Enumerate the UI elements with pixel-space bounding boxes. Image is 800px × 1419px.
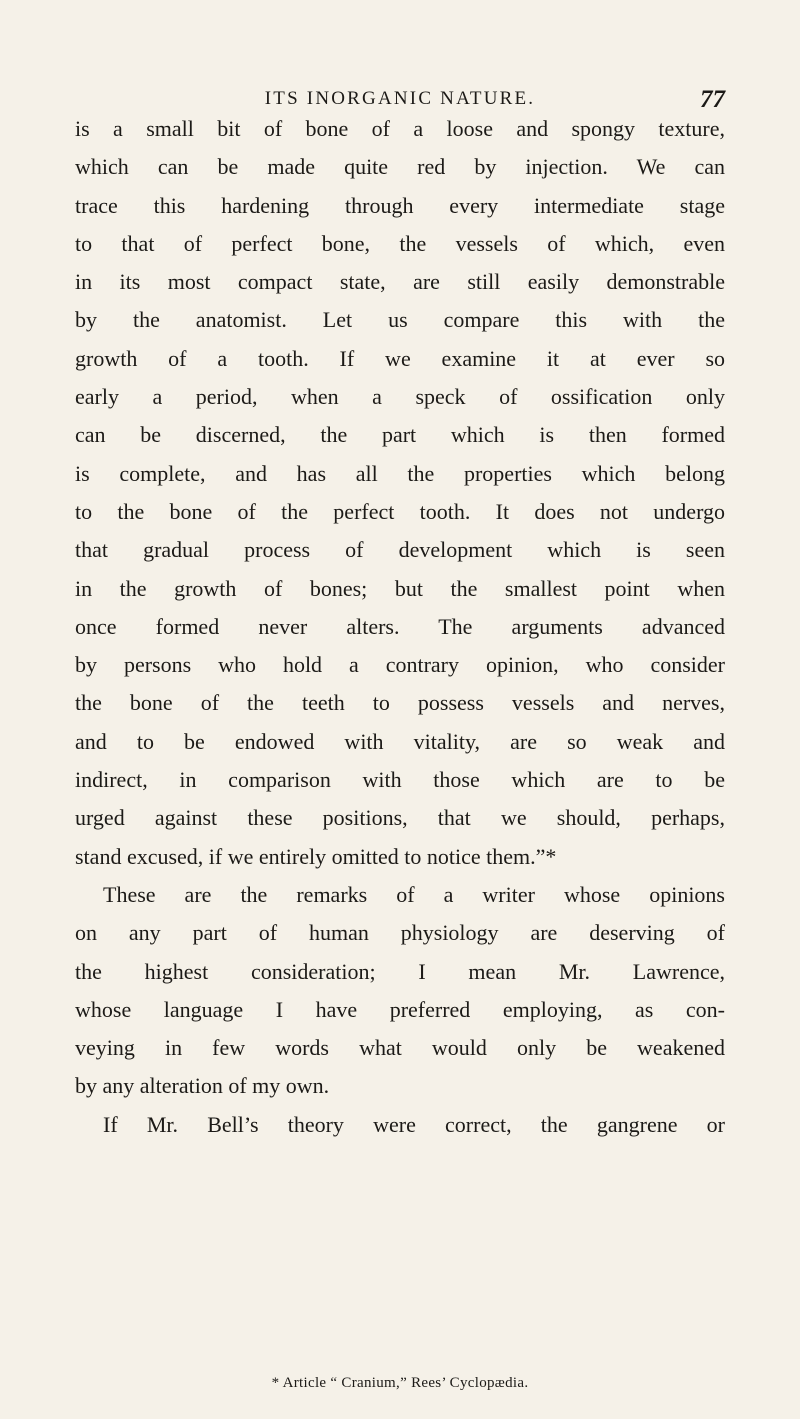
text-line: in the growth of bones; but the smallest point when [75, 575, 725, 601]
text-line: the bone of the teeth to possess vessels and nerves, [75, 690, 725, 716]
text-line: to that of perfect bone, the vessels of which, even [75, 230, 725, 256]
text-line: urged against these positions, that we should, perhaps, [75, 805, 725, 831]
text-line: and to be endowed with vitality, are so weak and [75, 728, 725, 754]
text-line: on any part of human physiology are deserving of [75, 920, 725, 946]
text-line: can be discerned, the part which is then formed [75, 422, 725, 448]
text-line: stand excused, if we entirely omitted to notice them.”* [75, 843, 557, 869]
text-line: These are the remarks of a writer whose opinions [103, 881, 725, 907]
text-line: by persons who hold a contrary opinion, who consider [75, 652, 725, 678]
text-line: in its most compact state, are still easily demonstrable [75, 269, 725, 295]
text-line: is complete, and has all the properties which belong [75, 460, 725, 486]
text-line: indirect, in comparison with those which are to be [75, 767, 725, 793]
text-line: is a small bit of bone of a loose and spongy texture, [75, 116, 725, 141]
page-number: 77 [700, 86, 725, 113]
text-line: to the bone of the perfect tooth. It does not undergo [75, 498, 725, 524]
footnote: * Article “ Cranium,” Rees’ Cyclopædia. [271, 1375, 529, 1391]
text-line: by the anatomist. Let us compare this with the [75, 307, 725, 333]
text-line: the highest consideration; I mean Mr. Lawrence, [75, 958, 725, 984]
text-line: growth of a tooth. If we examine it at ever so [75, 345, 725, 371]
text-line: by any alteration of my own. [75, 1073, 330, 1099]
text-line: that gradual process of development which is seen [75, 537, 725, 563]
text-line: once formed never alters. The arguments advanced [75, 613, 725, 639]
text-line: which can be made quite red by injection. We can [75, 154, 725, 180]
running-title: ITS INORGANIC NATURE. [264, 88, 536, 109]
text-line: If Mr. Bell’s theory were correct, the gangrene or [103, 1111, 725, 1137]
text-line: veying in few words what would only be weakened [75, 1035, 725, 1061]
text-line: trace this hardening through every intermediate stage [75, 192, 725, 218]
body-text [75, 110, 725, 1144]
text-line: early a period, when a speck of ossification only [75, 384, 725, 410]
text-line: whose language I have preferred employing, as con- [75, 996, 725, 1022]
